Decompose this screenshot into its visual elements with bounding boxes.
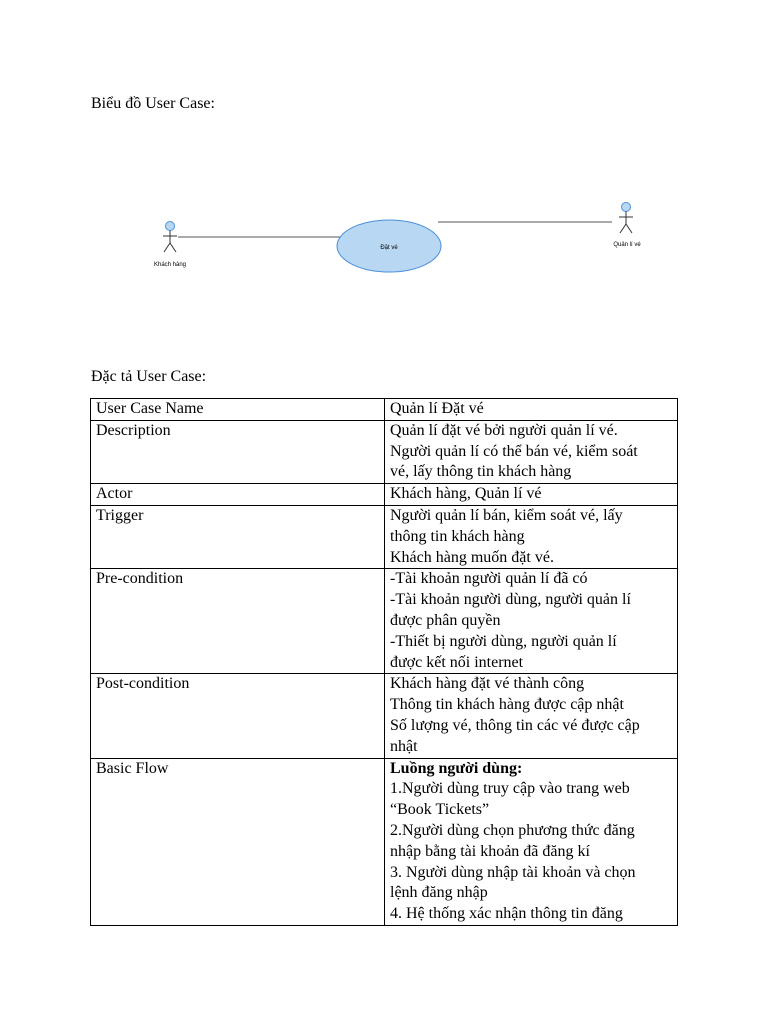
spec-value-line: được phân quyền [390,611,501,629]
use-case-diagram-canvas [0,0,768,330]
spec-key-cell: Post-condition [91,674,385,758]
usecase-label: Đặt vé [380,245,398,251]
spec-value-line: 3. Người dùng nhập tài khoản và chọn [390,863,636,881]
spec-value-line: Số lượng vé, thông tin các vé được cập [390,716,640,734]
spec-value-line: 4. Hệ thống xác nhận thông tin đăng [390,905,623,923]
spec-value-cell [385,674,678,758]
spec-value-line: -Tài khoản người dùng, người quản lí [390,591,631,609]
spec-value-line: được kết nối internet [390,653,524,671]
spec-value-line: Khách hàng muốn đặt vé. [390,548,554,566]
use-case-diagram [0,0,768,330]
spec-value-line: -Tài khoản người quản lí đã có [390,570,588,588]
spec-value-line: Khách hàng, Quản lí vé [390,485,542,503]
actor-manager-label: Quản lí vé [613,242,641,248]
spec-value-line: nhập bằng tài khoản đã đăng kí [390,842,590,860]
spec-row [91,420,678,483]
spec-value-line: lệnh đăng nhập [390,884,488,902]
spec-key-cell: Actor [91,484,385,506]
spec-row [91,758,678,925]
spec-heading: Đặc tả User Case: [91,368,207,385]
spec-row [91,505,678,568]
spec-value-cell [385,758,678,925]
spec-value-cell [385,399,678,421]
spec-value-line: Người quản lí bán, kiểm soát vé, lấy [390,506,623,524]
spec-value-line: nhật [390,737,418,755]
spec-table-body [91,399,678,926]
spec-value-cell [385,420,678,483]
spec-key-cell: Basic Flow [91,758,385,925]
spec-value-line: Quản lí đặt vé bởi người quản lí vé. [390,421,618,439]
spec-key-cell: Pre-condition [91,569,385,674]
spec-value-line: Khách hàng đặt vé thành công [390,675,585,693]
spec-value-line: Người quản lí có thể bán vé, kiểm soát [390,442,638,460]
actor-manager [619,203,633,234]
spec-value-cell [385,484,678,506]
spec-value-line: 2.Người dùng chọn phương thức đăng [390,821,635,839]
spec-row [91,484,678,506]
spec-key-cell: Trigger [91,505,385,568]
spec-value-title: Luồng người dùng: [390,759,523,777]
spec-row [91,399,678,421]
spec-value-line: Quản lí Đặt vé [390,400,484,417]
spec-value-line: 1.Người dùng truy cập vào trang web [390,780,630,798]
spec-key-cell: User Case Name [91,399,385,421]
spec-row [91,674,678,758]
spec-value-line: -Thiết bị người dùng, người quản lí [390,632,617,650]
actor-customer [163,222,177,253]
diagram-heading: Biểu đồ User Case: [91,95,215,112]
spec-key-cell: Description [91,420,385,483]
spec-value-line: vé, lấy thông tin khách hàng [390,463,572,481]
spec-row [91,569,678,674]
spec-value-line: thông tin khách hàng [390,527,525,545]
actor-customer-label: Khách hàng [153,262,187,268]
spec-value-line: Thông tin khách hàng được cập nhật [390,696,624,714]
use-case-spec-table [90,398,678,926]
spec-value-line: “Book Tickets” [390,801,490,819]
spec-value-cell [385,569,678,674]
spec-value-cell [385,505,678,568]
